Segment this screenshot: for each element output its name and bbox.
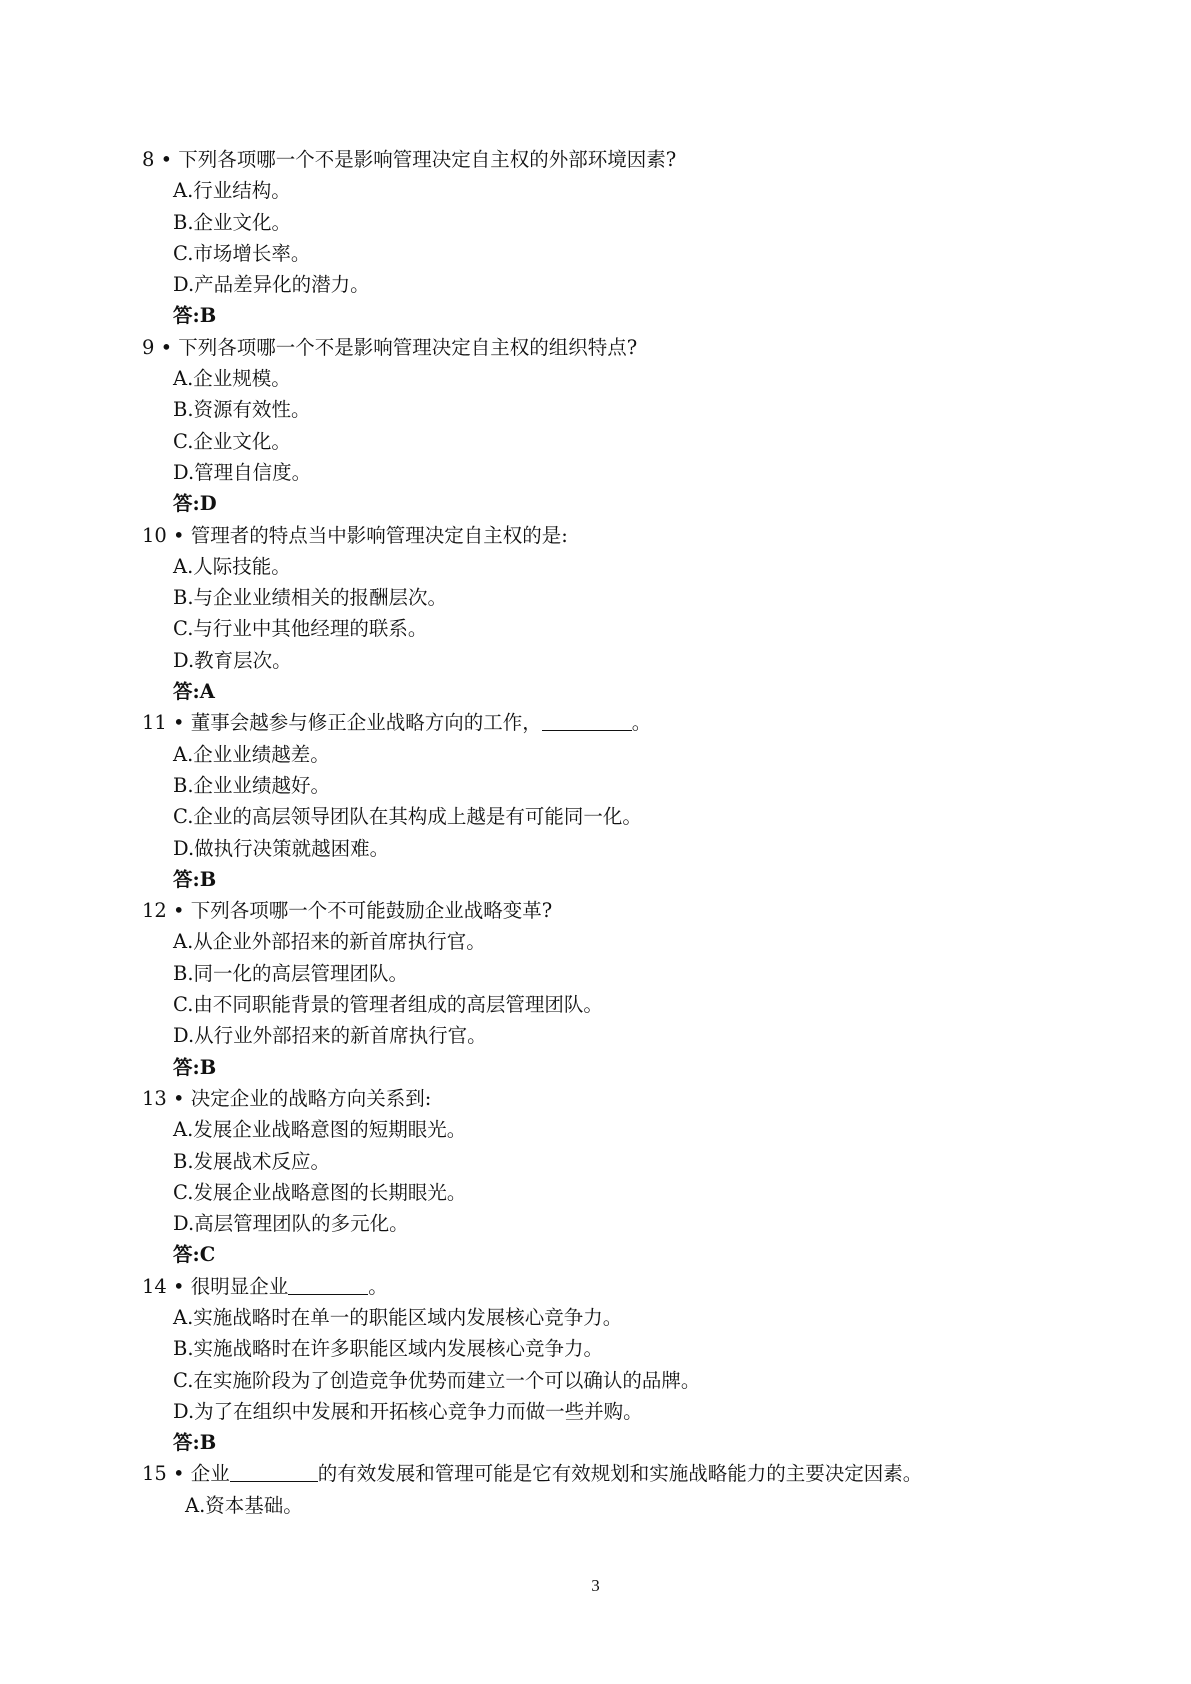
question-stem-text: 的有效发展和管理可能是它有效规划和实施战略能力的主要决定因素。	[317, 1462, 923, 1486]
question-block	[142, 1271, 1142, 1459]
question-stem-text: 8 • 下列各项哪一个不是影响管理决定自主权的外部环境因素?	[142, 148, 677, 171]
answer-option: C.在实施阶段为了创造竞争优势而建立一个可以确认的品牌。	[173, 1368, 701, 1392]
answer-option: B.资源有效性。	[173, 398, 311, 422]
question-stem-text: 10 • 管理者的特点当中影响管理决定自主权的是:	[142, 523, 568, 547]
answer-option: A.企业规模。	[173, 367, 291, 391]
question-stem	[142, 144, 1142, 175]
page-number: 3	[591, 1576, 600, 1595]
answer-option: A.企业业绩越差。	[173, 742, 330, 766]
question-stem-text: 13 • 决定企业的战略方向关系到:	[142, 1086, 432, 1110]
answer-key: 答:B	[173, 1055, 217, 1079]
answer-option: A.实施战略时在单一的职能区域内发展核心竞争力。	[173, 1305, 623, 1329]
question-block	[142, 707, 1142, 895]
answer-option: C.与行业中其他经理的联系。	[173, 617, 428, 641]
question-block	[142, 520, 1142, 708]
question-block	[142, 144, 1142, 332]
question-block	[142, 1458, 1142, 1521]
answer-option: D.管理自信度。	[173, 460, 312, 484]
question-stem-text: 12 • 下列各项哪一个不可能鼓励企业战略变革?	[142, 899, 553, 923]
answer-key: 答:C	[173, 1243, 216, 1267]
question-stem-text: 15 • 企业	[142, 1462, 230, 1486]
answer-key: 答:B	[173, 304, 217, 328]
answer-option: B.企业业绩越好。	[173, 773, 331, 797]
answer-option: A.发展企业战略意图的短期眼光。	[173, 1118, 467, 1142]
question-stem	[142, 1083, 1142, 1114]
question-block	[142, 895, 1142, 1083]
question-stem-text: 14 • 很明显企业	[142, 1274, 289, 1298]
answer-option: B.企业文化。	[173, 210, 292, 234]
question-stem	[142, 707, 1142, 738]
question-stem	[142, 332, 1142, 363]
answer-option: A.行业结构。	[173, 179, 291, 203]
question-stem	[142, 1458, 1142, 1489]
answer-option: C.企业文化。	[173, 429, 291, 453]
answer-option: D.做执行决策就越困难。	[173, 836, 390, 860]
answer-option: B.同一化的高层管理团队。	[173, 961, 409, 985]
answer-option: C.由不同职能背景的管理者组成的高层管理团队。	[173, 993, 603, 1017]
answer-key: 答:B	[173, 867, 217, 891]
question-stem-text: 。	[631, 711, 652, 735]
answer-option: C.发展企业战略意图的长期眼光。	[173, 1180, 467, 1204]
answer-option: D.从行业外部招来的新首席执行官。	[173, 1024, 487, 1048]
fill-in-blank	[230, 1463, 318, 1482]
answer-option: C.市场增长率。	[173, 241, 311, 265]
answer-key: 答:A	[173, 680, 215, 704]
answer-option: D.教育层次。	[173, 648, 292, 672]
answer-option: A.从企业外部招来的新首席执行官。	[173, 930, 486, 954]
question-stem-text: 9 • 下列各项哪一个不是影响管理决定自主权的组织特点?	[142, 335, 638, 359]
answer-option: A.人际技能。	[173, 554, 291, 578]
question-block	[142, 1083, 1142, 1271]
answer-option: B.实施战略时在许多职能区域内发展核心竞争力。	[173, 1337, 604, 1361]
fill-in-blank	[288, 1276, 368, 1295]
answer-option: A.资本基础。	[185, 1493, 303, 1517]
answer-option: C.企业的高层领导团队在其构成上越是有可能同一化。	[173, 805, 642, 829]
answer-option: D.为了在组织中发展和开拓核心竞争力而做一些并购。	[173, 1399, 643, 1423]
question-stem	[142, 1271, 1142, 1302]
question-stem-text: 。	[368, 1274, 388, 1298]
answer-option: B.与企业业绩相关的报酬层次。	[173, 586, 448, 610]
question-stem	[142, 520, 1142, 551]
answer-key: 答:D	[173, 492, 217, 516]
answer-option: D.高层管理团队的多元化。	[173, 1212, 409, 1236]
fill-in-blank	[542, 712, 632, 731]
answer-option: D.产品差异化的潜力。	[173, 273, 370, 297]
question-block	[142, 332, 1142, 520]
answer-key: 答:B	[173, 1431, 217, 1455]
answer-option: B.发展战术反应。	[173, 1149, 331, 1173]
question-list	[142, 144, 1142, 1521]
question-stem	[142, 895, 1142, 926]
question-stem-text: 11 • 董事会越参与修正企业战略方向的工作，	[142, 711, 542, 735]
